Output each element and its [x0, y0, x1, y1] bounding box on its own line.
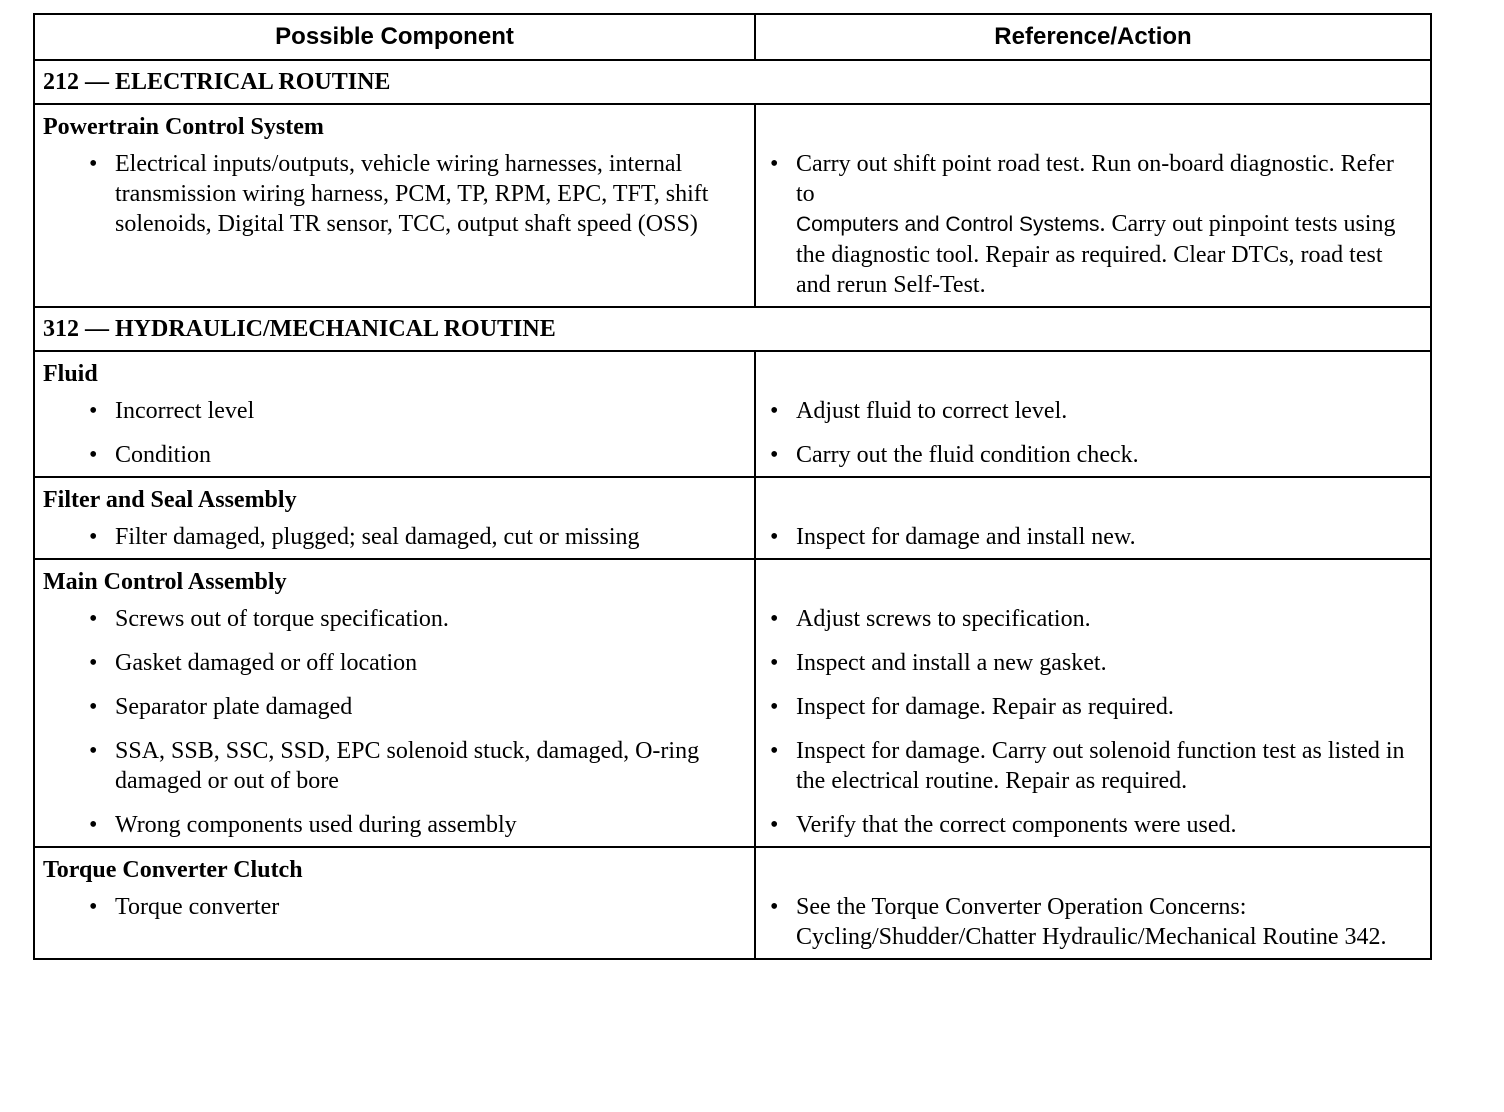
diagnostic-table	[33, 13, 1432, 960]
component-item: • Incorrect level	[89, 398, 255, 424]
column-header-action: Reference/Action	[994, 23, 1192, 50]
component-item: • Filter damaged, plugged; seal damaged, cut or missing	[89, 524, 640, 550]
action-item: • Inspect for damage. Carry out solenoid function test as listed in the electrical routine. Repair as required.	[770, 738, 1405, 794]
group-fluid	[35, 352, 1430, 478]
action-item: • Adjust screws to specification.	[770, 606, 1091, 632]
component-item: • Gasket damaged or off location	[89, 650, 418, 676]
component-item: • Electrical inputs/outputs, vehicle wiring harnesses, internal transmission wiring harness, PCM, TP, RPM, EPC, TFT, shift solenoids, Digital TR sensor, TCC, output shaft speed (OSS)	[89, 151, 709, 237]
group-title: Fluid	[43, 360, 98, 387]
routine-header-electrical: 212 — ELECTRICAL ROUTINE	[35, 61, 1430, 105]
action-item: • Carry out shift point road test. Run on-board diagnostic. Refer to Computers and Control Systems. Carry out pinpoint tests using the diagnostic tool. Repair as required. Clear DTCs, road test and rerun Self-Test.	[770, 151, 1396, 298]
reference-link[interactable]: Computers and Control Systems	[796, 213, 1100, 236]
group-title: Filter and Seal Assembly	[43, 486, 297, 513]
component-item: • Torque converter	[89, 894, 280, 920]
group-title: Main Control Assembly	[43, 568, 287, 595]
table-header	[35, 15, 1430, 61]
group-powertrain-control-system	[35, 105, 1430, 308]
component-item: • Wrong components used during assembly	[89, 812, 517, 838]
action-item: • Inspect for damage and install new.	[770, 524, 1136, 550]
action-item: • Carry out the fluid condition check.	[770, 442, 1139, 468]
action-item: • Verify that the correct components were used.	[770, 812, 1237, 838]
group-torque-converter-clutch	[35, 848, 1430, 958]
group-title: Powertrain Control System	[43, 113, 324, 140]
group-title: Torque Converter Clutch	[43, 856, 303, 883]
action-item: • Inspect and install a new gasket.	[770, 650, 1107, 676]
component-item: • Condition	[89, 442, 212, 468]
action-item: • See the Torque Converter Operation Concerns: Cycling/Shudder/Chatter Hydraulic/Mechanical Routine 342.	[770, 894, 1387, 950]
column-header-component: Possible Component	[35, 15, 756, 59]
component-item: • Separator plate damaged	[89, 694, 353, 720]
routine-header-hydraulic-mechanical: 312 — HYDRAULIC/MECHANICAL ROUTINE	[35, 308, 1430, 352]
component-item: • SSA, SSB, SSC, SSD, EPC solenoid stuck, damaged, O-ring damaged or out of bore	[89, 738, 700, 794]
component-item: • Screws out of torque specification.	[89, 606, 449, 632]
action-item: • Inspect for damage. Repair as required.	[770, 694, 1174, 720]
group-main-control-assembly	[35, 560, 1430, 848]
action-item: • Adjust fluid to correct level.	[770, 398, 1068, 424]
group-filter-and-seal-assembly	[35, 478, 1430, 560]
